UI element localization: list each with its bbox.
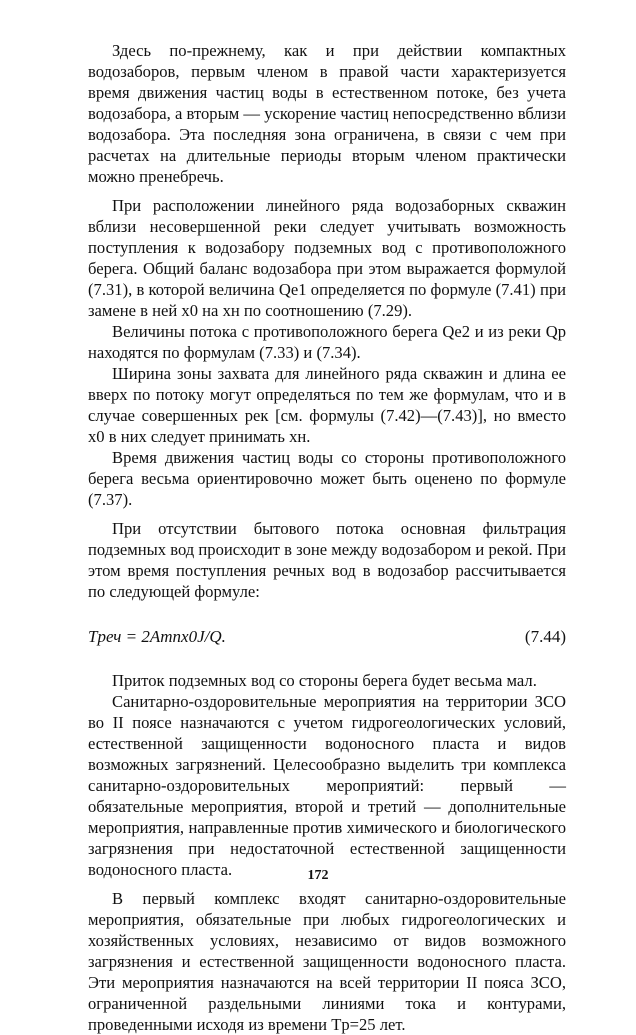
- paragraph-2: При расположении линейного ряда водозаборных скважин вблизи несовершенной реки следует учитывать возможность поступления к водозабору подземных вод с противоположного берега. Общий баланс водозабора при этом выражается формулой (7.31), в которой величина Qe1 определяется по формуле (7.41) при замене в ней x0 на xн по соотношению (7.29).: [88, 196, 566, 320]
- paragraph-6: При отсутствии бытового потока основная фильтрация подземных вод происходит в зоне между водозабором и рекой. При этом время поступления речных вод в водозабор рассчитывается по следующей формуле:: [88, 519, 566, 601]
- page-body: [88, 40, 566, 1035]
- paragraph-4: Ширина зоны захвата для линейного ряда скважин и длина ее вверх по потоку могут определяться по тем же формулам, что и в случае совершенных рек [см. формулы (7.42)—(7.43)], но вместо x0 в них следует принимать xн.: [88, 364, 566, 446]
- page-number: 172: [307, 868, 329, 883]
- paragraph-9: В первый комплекс входят санитарно-оздоровительные мероприятия, обязательные при любых гидрогеологических и хозяйственных условиях, независимо от видов возможного загрязнения и естественной защищенности водоносного пласта. Эти мероприятия назначаются на всей территории II пояса ЗСО, ограниченной раздельными линиями тока и контурами, проведенными исходя из времени Tр=25 лет.: [88, 889, 566, 1034]
- paragraph-1: Здесь по-прежнему, как и при действии компактных водозаборов, первым членом в правой части характеризуется время движения частиц воды в естественном потоке, без учета водозабора, а вторым — ускорение частиц непосредственно вблизи водозабора. Эта последняя зона ограничена, в связи с чем при расчетах на длительные периоды вторым членом практически можно пренебречь.: [88, 41, 566, 186]
- paragraph-7: Приток подземных вод со стороны берега будет весьма мал.: [112, 671, 537, 690]
- paragraph-8: Санитарно-оздоровительные мероприятия на территории ЗСО во II поясе назначаются с учетом гидрогеологических условий, естественной защищенности водоносного пласта и видов возможных загрязнений. Целесообразно выделить три комплекса санитарно-оздоровительных мероприятий: первый — обязательные мероприятия, второй и третий — дополнительные мероприятия, направленные против химического и биологического загрязнения при недостаточной естественной защищенности водоносного пласта.: [88, 692, 566, 879]
- paragraph-5: Время движения частиц воды со стороны противоположного берега весьма ориентировочно может быть оценено по формуле (7.37).: [88, 448, 566, 509]
- formula-number: (7.44): [524, 627, 566, 646]
- formula-7-44: [88, 620, 566, 654]
- formula-expression: Tреч = 2Amnx0J/Q.: [88, 627, 226, 646]
- paragraph-3: Величины потока с противоположного берега Qe2 и из реки Qр находятся по формулам (7.33) и (7.34).: [88, 322, 566, 362]
